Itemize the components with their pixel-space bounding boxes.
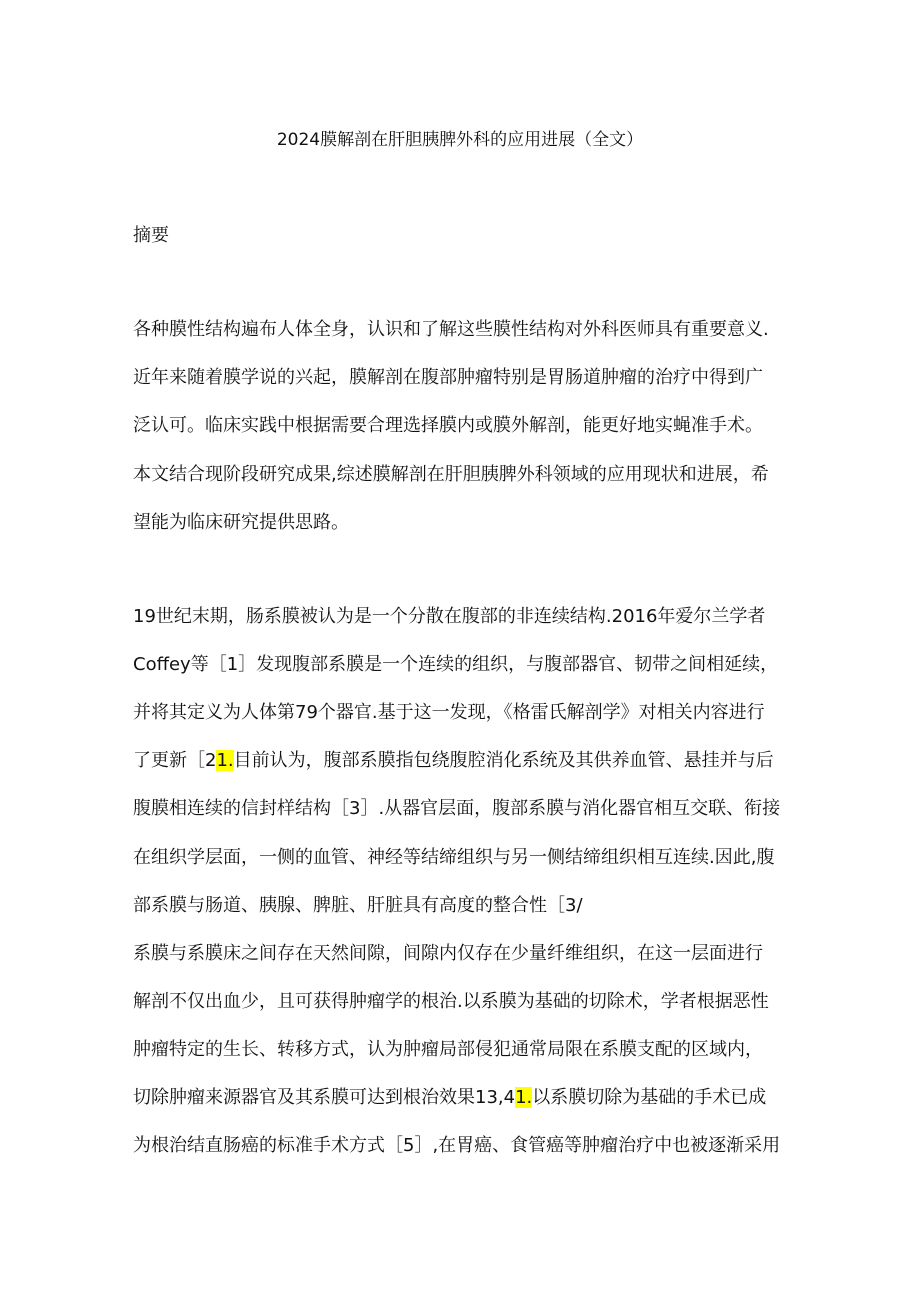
abstract-line: 本文结合现阶段研究成果,综述膜解剖在肝胆胰脾外科领域的应用现状和进展，希 <box>133 464 769 485</box>
abstract-line: 望能为临床研究提供思路。 <box>133 512 349 533</box>
abstract-heading: 摘要 <box>133 225 169 246</box>
body-line: 为根治结直肠癌的标准手术方式［5］,在胃癌、食管癌等肿瘤治疗中也被逐渐采用 <box>133 1135 781 1156</box>
body-line: 解剖不仅出血少，且可获得肿瘤学的根治.以系膜为基础的切除术，学者根据恶性 <box>133 991 769 1012</box>
body-line-part: 切除肿瘤来源器官及其系膜可达到根治效果13,4 <box>133 1087 516 1108</box>
body-line-part: 了更新［2 <box>133 750 217 771</box>
highlighted-text: 1. <box>216 750 234 771</box>
body-line <box>133 1084 766 1112</box>
body-line: 系膜与系膜床之间存在天然间隙，间隙内仅存在少量纤维组织，在这一层面进行 <box>133 943 763 964</box>
body-line: 腹膜相连续的信封样结构［3］.从器官层面，腹部系膜与消化器官相互交联、衔接 <box>133 798 781 819</box>
body-line-part: 目前认为，腹部系膜指包绕腹腔消化系统及其供养血管、悬挂并与后 <box>233 750 774 771</box>
body-line: 部系膜与肠道、胰腺、脾脏、肝脏具有高度的整合性［3/ <box>133 895 583 916</box>
body-line: Coffey等［1］发现腹部系膜是一个连续的组织，与腹部器官、韧带之间相延续， <box>133 654 779 675</box>
body-line: 肿瘤特定的生长、转移方式，认为肿瘤局部侵犯通常局限在系膜支配的区域内， <box>133 1039 763 1060</box>
abstract-line: 各种膜性结构遍布人体全身，认识和了解这些膜性结构对外科医师具有重要意义. <box>133 319 769 340</box>
body-line: 并将其定义为人体第79个器官.基于这一发现，《格雷氏解剖学》对相关内容进行 <box>133 702 765 723</box>
highlighted-text: 1. <box>515 1087 533 1108</box>
body-line-part: 以系膜切除为基础的手术已成 <box>532 1087 767 1108</box>
document-title: 2024膜解剖在肝胆胰脾外科的应用进展（全文） <box>276 130 644 150</box>
abstract-line: 近年来随着膜学说的兴起，膜解剖在腹部肿瘤特别是胃肠道肿瘤的治疗中得到广 <box>133 367 763 388</box>
abstract-line: 泛认可。临床实践中根据需要合理选择膜内或膜外解剖，能更好地实蝇准手术。 <box>133 415 763 436</box>
body-line: 在组织学层面，一侧的血管、神经等结缔组织与另一侧结缔组织相互连续.因此,腹 <box>133 847 775 868</box>
body-line <box>133 747 774 775</box>
body-line: 19世纪末期，肠系膜被认为是一个分散在腹部的非连续结构.2016年爱尔兰学者 <box>133 606 766 627</box>
